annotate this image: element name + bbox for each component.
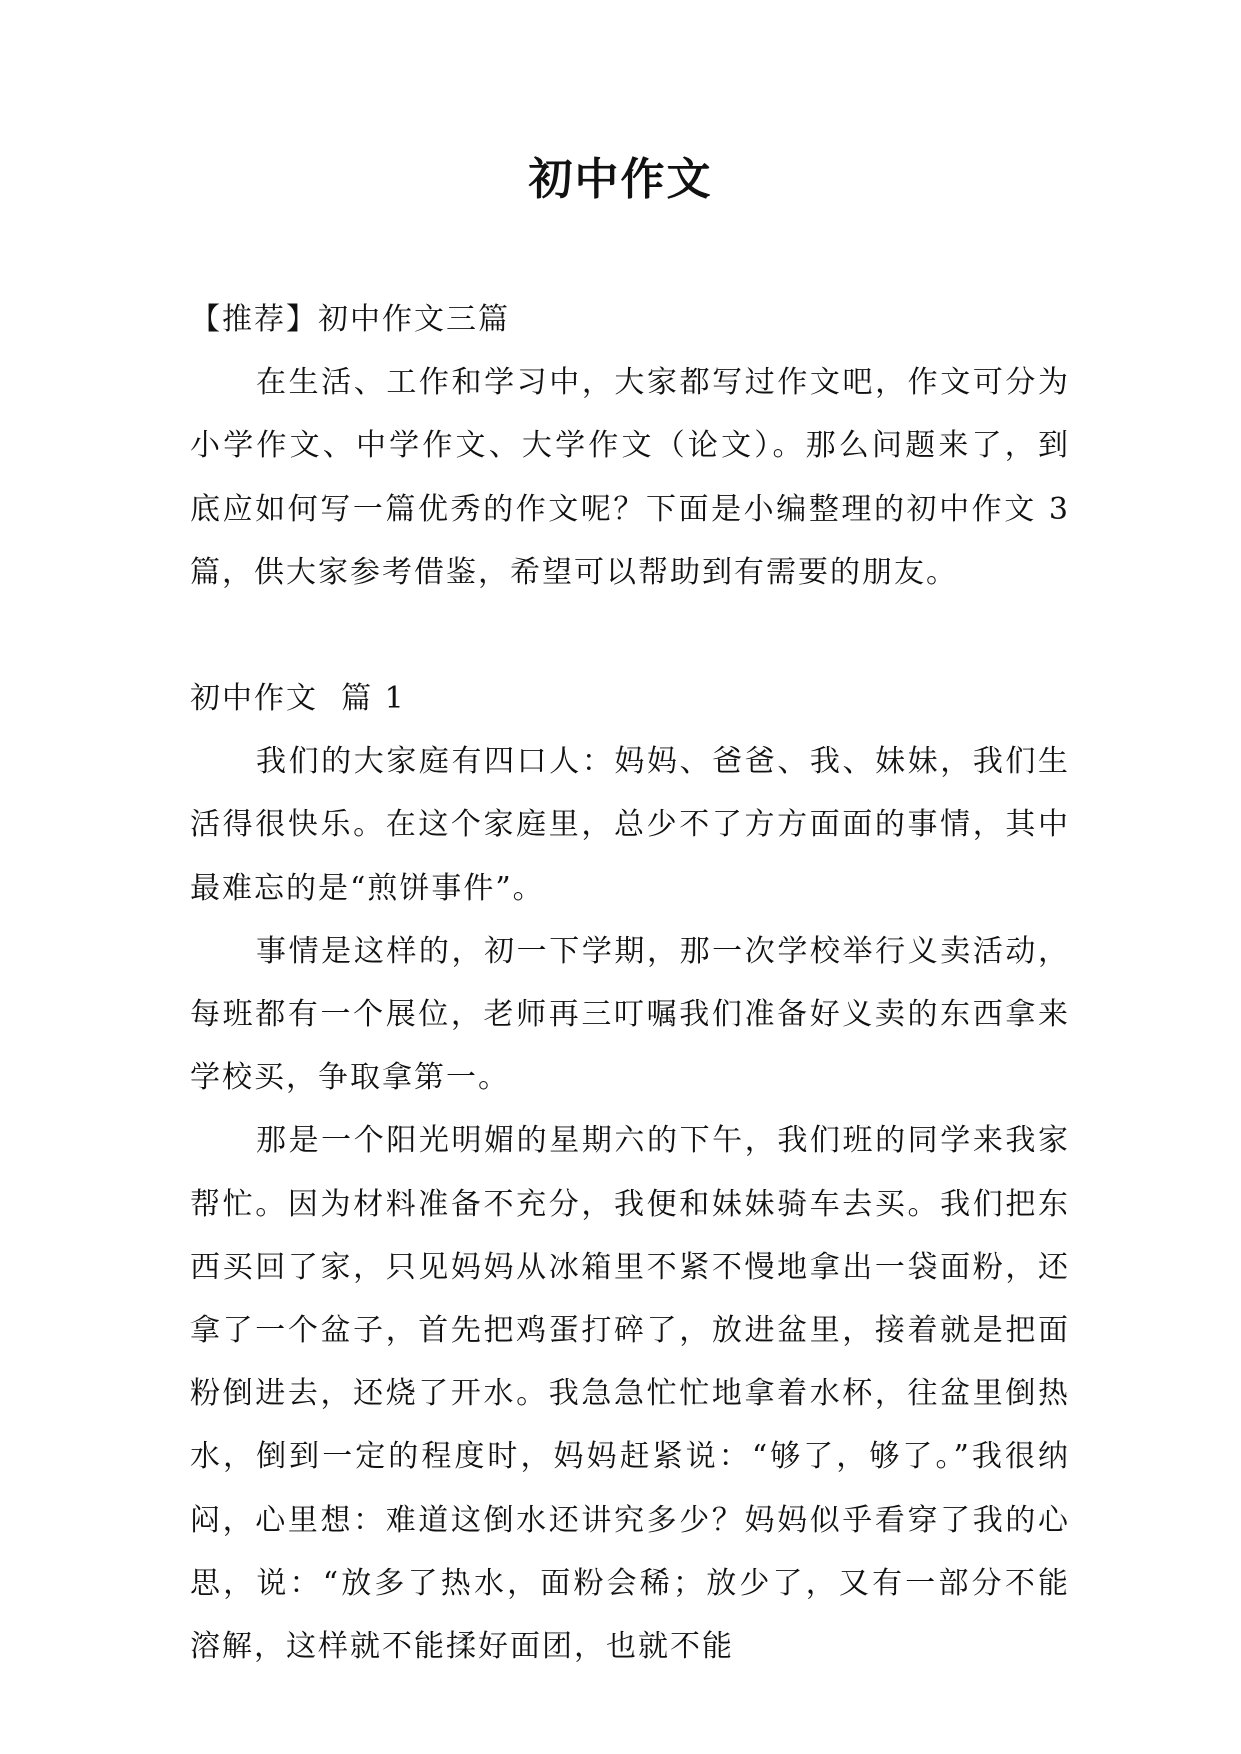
- essay-paragraph-3: 那是一个阳光明媚的星期六的下午，我们班的同学来我家帮忙。因为材料准备不充分，我便和妹妹骑车去买。我们把东西买回了家，只见妈妈从冰箱里不紧不慢地拿出一袋面粉，还拿了一个盆子，首先把鸡蛋打碎了，放进盆里，接着就是把面粉倒进去，还烧了开水。我急急忙忙地拿着水杯，往盆里倒热水，倒到一定的程度时，妈妈赶紧说：“够了，够了。”我很纳闷，心里想：难道这倒水还讲究多少？妈妈似乎看穿了我的心思，说：“放多了热水，面粉会稀；放少了，又有一部分不能溶解，这样就不能揉好面团，也就不能: [190, 1123, 1070, 1665]
- intro-paragraph: 在生活、工作和学习中，大家都写过作文吧，作文可分为小学作文、中学作文、大学作文（论文）。那么问题来了，到底应如何写一篇优秀的作文呢？下面是小编整理的初中作文 3 篇，供大家参考借鉴，希望可以帮助到有需要的朋友。: [190, 365, 1070, 590]
- essay-paragraph-2: 事情是这样的，初一下学期，那一次学校举行义卖活动，每班都有一个展位，老师再三叮嘱我们准备好义卖的东西拿来学校买，争取拿第一。: [190, 933, 1070, 1096]
- subtitle: 【推荐】初中作文三篇: [190, 302, 510, 337]
- document-body: [190, 288, 1070, 1678]
- section-heading: 初中作文 篇 1: [190, 681, 406, 717]
- document-title: 初中作文: [528, 154, 713, 205]
- essay-paragraph-1: 我们的大家庭有四口人：妈妈、爸爸、我、妹妹，我们生活得很快乐。在这个家庭里，总少不了方方面面的事情，其中最难忘的是“煎饼事件”。: [190, 744, 1070, 906]
